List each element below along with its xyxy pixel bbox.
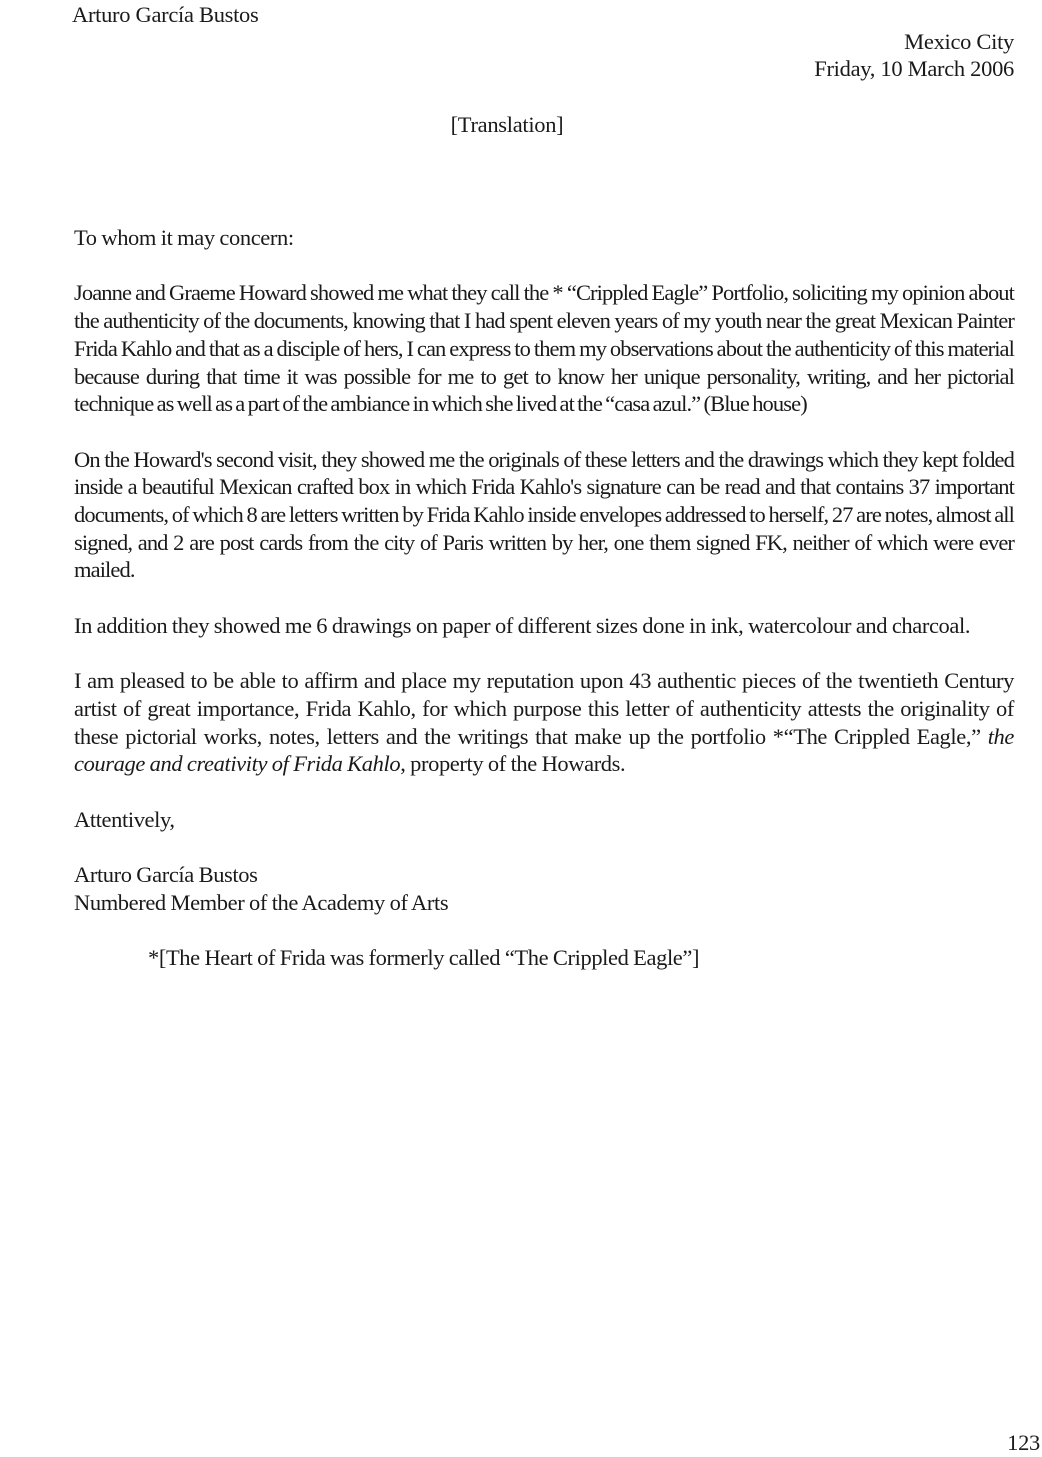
affirmation-text-end: , property of the Howards.	[400, 751, 626, 777]
signature-name: Arturo García Bustos	[74, 862, 258, 888]
paragraph-second-visit: On the Howard's second visit, they showed me the originals of these letters and the drawings which they kept folded inside a beautiful Mexican crafted box in which Frida Kahlo's signature can be read and that contains 37 important documents, of which 8 are letters written by Frida Kahlo inside envelopes addressed to herself, 27 are notes, almost all signed, and 2 are post cards from the city of Paris written by her, one them signed FK, neither of which were ever mailed.	[74, 446, 1014, 583]
signature-title: Numbered Member of the Academy of Arts	[74, 889, 449, 915]
affirmation-italic-text: the courage and creativity of Frida Kahlo	[74, 723, 1014, 777]
footnote: *[The Heart of Frida was formerly called “The Crippled Eagle”]	[148, 945, 700, 971]
translation-note: [Translation]	[450, 112, 564, 137]
paragraph-drawings: In addition they showed me 6 drawings on paper of different sizes done in ink, watercolour and charcoal.	[74, 612, 971, 638]
sender-header: Arturo García Bustos	[72, 2, 259, 27]
paragraph-portfolio: Joanne and Graeme Howard showed me what they call the * “Crippled Eagle” Portfolio, soliciting my opinion about the authenticity of the documents, knowing that I had spent eleven years of my youth near the great Mexican Painter Frida Kahlo and that as a disciple of hers, I can express to them my observations about the authenticity of this material because during that time it was possible for me to get to know her unique personality, writing, and her pictorial technique as well as a part of the ambiance in which she lived at the “casa azul.” (Blue house)	[74, 280, 1014, 417]
paragraph-affirmation	[74, 667, 1014, 778]
letter-body	[74, 224, 1014, 972]
closing: Attentively,	[74, 806, 175, 832]
salutation: To whom it may concern:	[74, 225, 294, 250]
letter-date: Friday, 10 March 2006	[814, 56, 1014, 81]
affirmation-text: I am pleased to be able to affirm and place my reputation upon 43 authentic pieces of the twentieth Century artist of great importance, Frida Kahlo, for which purpose this letter of authenticity attests the originality of these pictorial works, notes, letters and the writings that make up the portfolio *“The Crippled Eagle,”	[74, 668, 1014, 749]
letter-place: Mexico City	[904, 29, 1014, 54]
page-number: 123	[1007, 1430, 1040, 1455]
